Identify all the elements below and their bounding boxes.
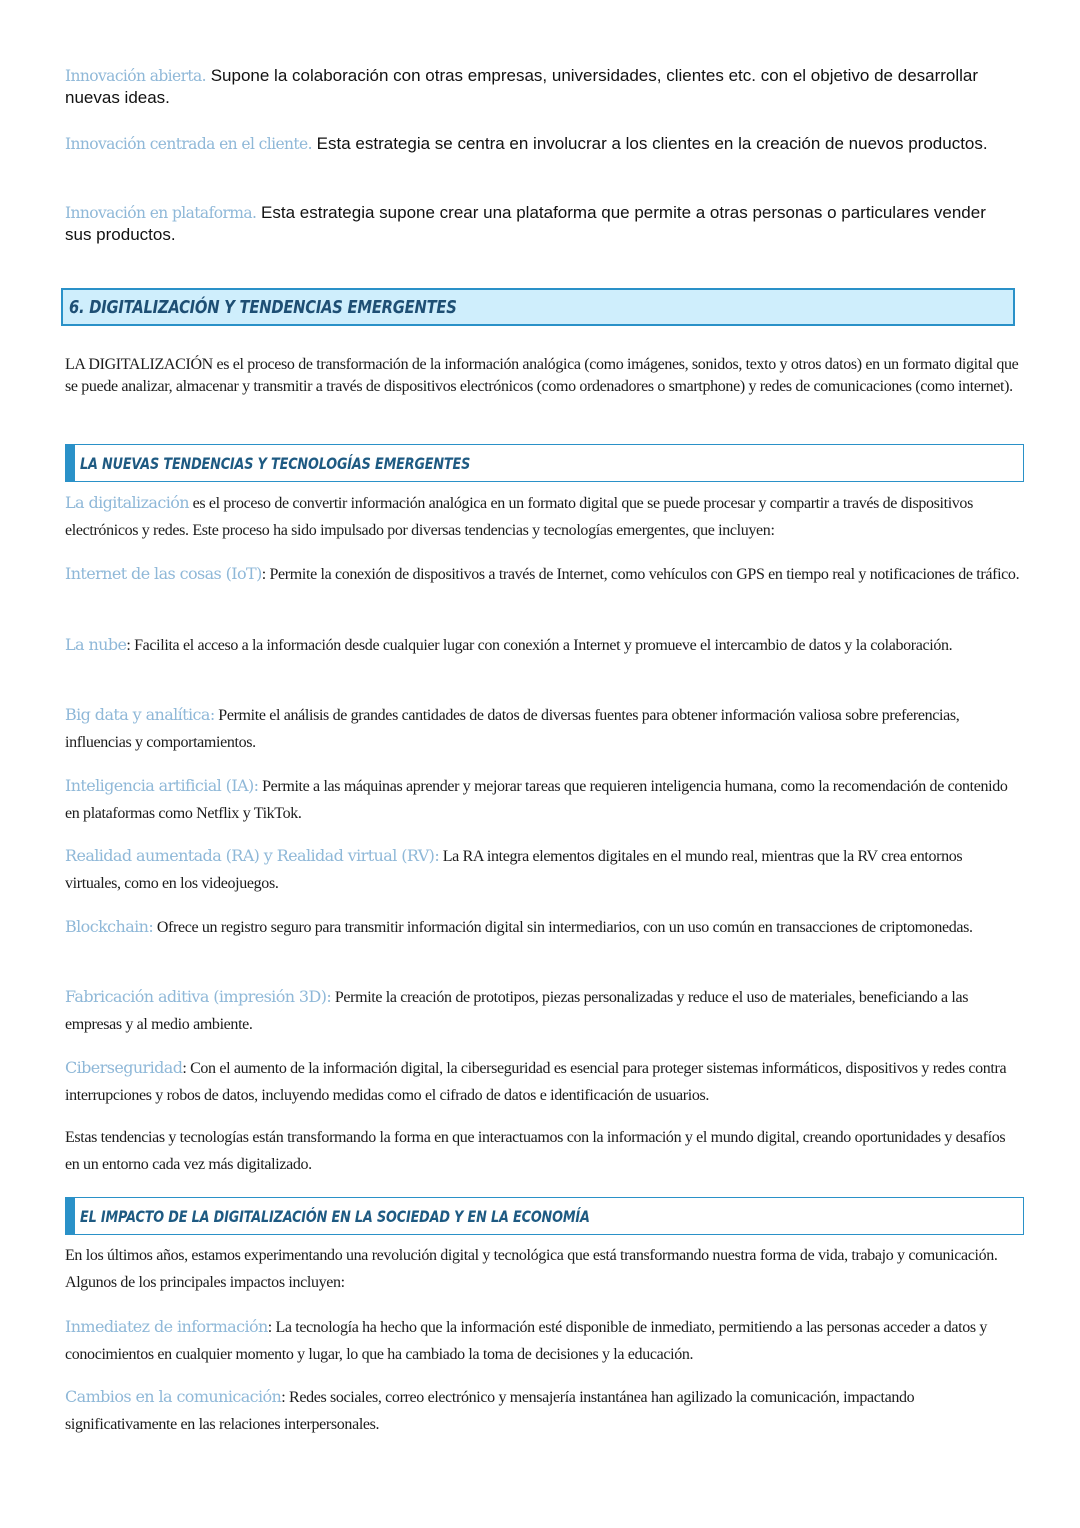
paragraph-text: Ofrece un registro seguro para transmitir información digital sin intermediarios, con un uso común en transacciones de criptomonedas. xyxy=(153,919,973,936)
innovation-open-paragraph xyxy=(65,65,995,109)
paragraph-text: Permite la creación de prototipos, piezas personalizadas y reduce el uso de materiales, beneficiando a las empresas y al medio ambiente. xyxy=(65,989,969,1033)
paragraph-text: : Redes sociales, correo electrónico y mensajería instantánea han agilizado la comunicación, impactando significativamente en las relaciones interpersonales. xyxy=(65,1389,915,1433)
digitalization-definition: LA DIGITALIZACIÓN es el proceso de transformación de la información analógica (como imágenes, sonidos, texto y otros datos) en un formato digital que se puede analizar, almacenar y transmitir a través de dispositivos electrónicos (como ordenadores o smartphone) y redes de comunicaciones (como internet). xyxy=(65,356,1019,395)
impact-heading xyxy=(65,1197,1024,1235)
innovation-platform-paragraph xyxy=(65,202,995,246)
trend-item xyxy=(65,561,1020,589)
trend-item xyxy=(65,702,1020,756)
trend-item xyxy=(65,1055,1020,1109)
term-label: Fabricación aditiva (impresión 3D): xyxy=(65,987,332,1006)
paragraph-text: Permite el análisis de grandes cantidades de datos de diversas fuentes para obtener información valiosa sobre preferencias, influencias y comportamientos. xyxy=(65,707,960,751)
paragraph-text: Esta estrategia supone crear una plataforma que permite a otras personas o particulares vender sus productos. xyxy=(65,203,986,244)
term-label: Innovación abierta. xyxy=(65,67,206,85)
section-6-title: 6. DIGITALIZACIÓN Y TENDENCIAS EMERGENTES xyxy=(69,297,457,318)
paragraph-text: : Con el aumento de la información digital, la ciberseguridad es esencial para proteger sistemas informáticos, dispositivos y redes contra interrupciones y robos de datos, incluyendo medidas como el cifrado de datos e identificación de usuarios. xyxy=(65,1060,1007,1104)
term-label: La nube xyxy=(65,635,127,654)
innovation-client-paragraph xyxy=(65,133,995,155)
paragraph-text: Permite a las máquinas aprender y mejorar tareas que requieren inteligencia humana, como la recomendación de contenido en plataformas como Netflix y TikTok. xyxy=(65,778,1008,822)
paragraph-text: Supone la colaboración con otras empresas, universidades, clientes etc. con el objetivo de desarrollar nuevas ideas. xyxy=(65,66,979,107)
trend-item xyxy=(65,773,1020,827)
trend-item xyxy=(65,984,1020,1038)
term-label: Ciberseguridad xyxy=(65,1058,183,1077)
paragraph-text: es el proceso de convertir información analógica en un formato digital que se puede procesar y compartir a través de dispositivos electrónicos y redes. Este proceso ha sido impulsado por diversas tendencias y tecnologías emergentes, que incluyen: xyxy=(65,495,973,539)
term-label: Innovación en plataforma. xyxy=(65,204,257,222)
heading-accent-bar xyxy=(65,1197,75,1235)
trends-heading xyxy=(65,444,1024,482)
term-label: Internet de las cosas (IoT) xyxy=(65,564,262,583)
paragraph-text: : Facilita el acceso a la información desde cualquier lugar con conexión a Internet y promueve el intercambio de datos y la colaboración. xyxy=(126,637,953,654)
term-label: Inmediatez de información xyxy=(65,1317,268,1336)
term-label: Big data y analítica: xyxy=(65,705,215,724)
term-label: Realidad aumentada (RA) y Realidad virtual (RV): xyxy=(65,846,440,865)
term-label: Innovación centrada en el cliente. xyxy=(65,135,312,153)
trends-closing-paragraph: Estas tendencias y tecnologías están transformando la forma en que interactuamos con la información y el mundo digital, creando oportunidades y desafíos en un entorno cada vez más digitalizado. xyxy=(65,1129,1006,1173)
heading-accent-bar xyxy=(65,444,75,482)
term-label: La digitalización xyxy=(65,493,189,512)
term-label: Inteligencia artificial (IA): xyxy=(65,776,259,795)
trends-lead-paragraph xyxy=(65,490,1020,544)
section-6-heading xyxy=(61,288,1015,326)
paragraph-text: : La tecnología ha hecho que la información esté disponible de inmediato, permitiendo a las personas acceder a datos y conocimientos en cualquier momento y lugar, lo que ha cambiado la toma de decisiones y la educación. xyxy=(65,1319,988,1363)
paragraph-text: La RA integra elementos digitales en el mundo real, mientras que la RV crea entornos virtuales, como en los videojuegos. xyxy=(65,848,963,892)
impact-item xyxy=(65,1384,1020,1438)
term-label: Cambios en la comunicación xyxy=(65,1387,282,1406)
trends-title: LA NUEVAS TENDENCIAS Y TECNOLOGÍAS EMERGENTES xyxy=(80,454,471,473)
trend-item xyxy=(65,632,1020,660)
impact-intro-paragraph: En los últimos años, estamos experimentando una revolución digital y tecnológica que está transformando nuestra forma de vida, trabajo y comunicación. Algunos de los principales impactos incluyen: xyxy=(65,1247,998,1291)
term-label: Blockchain: xyxy=(65,917,154,936)
trend-item xyxy=(65,914,1020,942)
impact-title: EL IMPACTO DE LA DIGITALIZACIÓN EN LA SOCIEDAD Y EN LA ECONOMÍA xyxy=(80,1207,590,1226)
trend-item xyxy=(65,843,1020,897)
paragraph-text: : Permite la conexión de dispositivos a través de Internet, como vehículos con GPS en tiempo real y notificaciones de tráfico. xyxy=(261,566,1020,583)
impact-item xyxy=(65,1314,1020,1368)
paragraph-text: Esta estrategia se centra en involucrar a los clientes en la creación de nuevos productos. xyxy=(311,134,988,153)
